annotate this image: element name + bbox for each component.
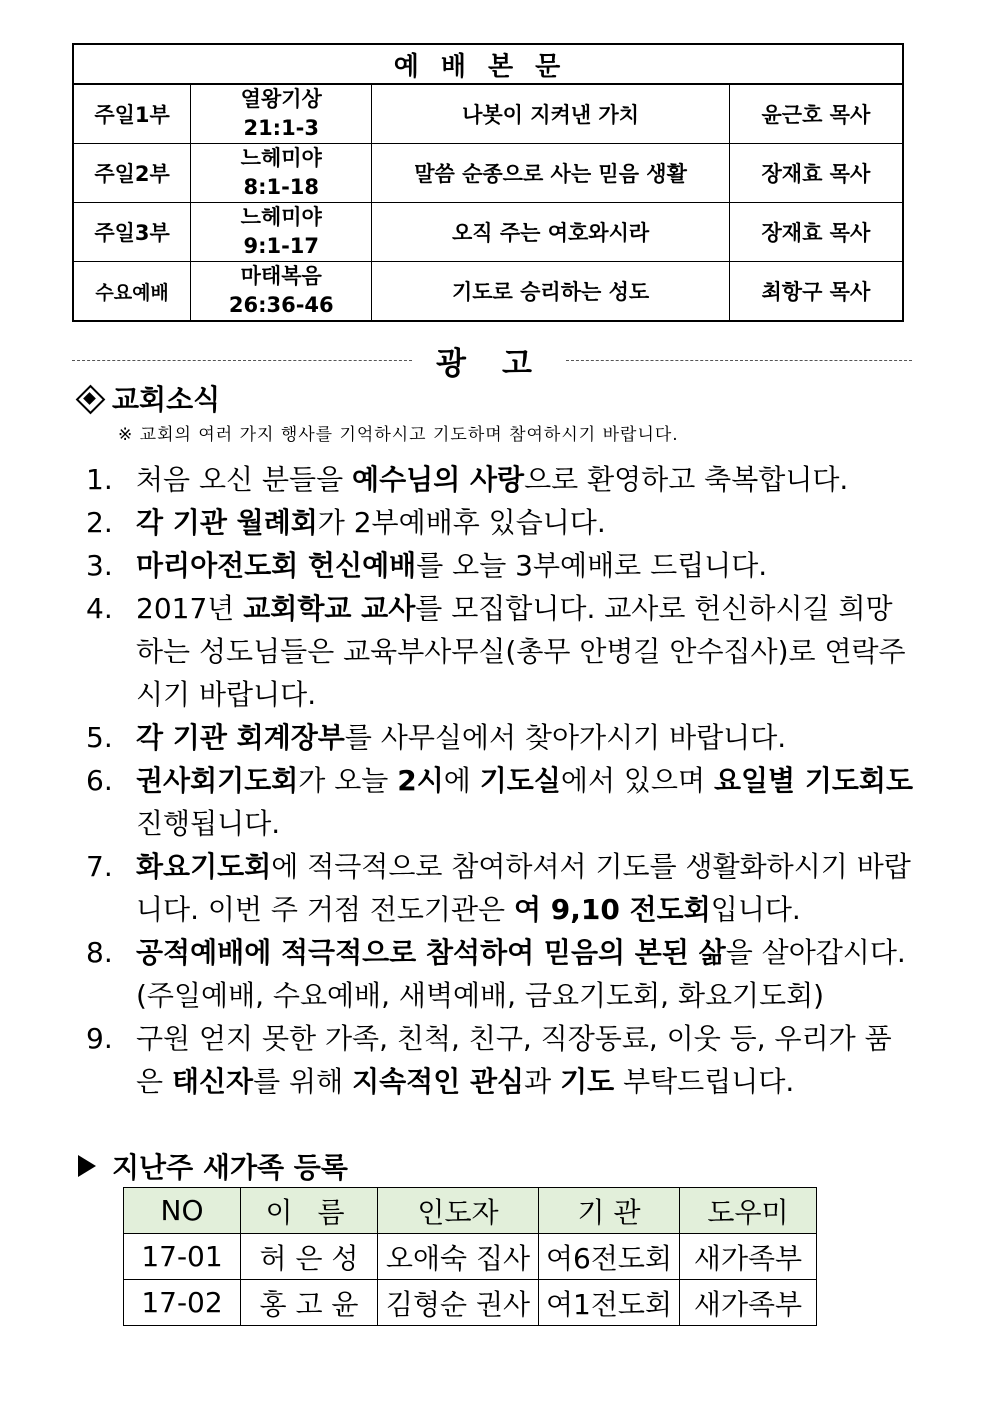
worship-row xyxy=(73,262,903,322)
news-item xyxy=(86,1017,916,1103)
news-item-number: 3. xyxy=(86,549,113,582)
news-item-number: 9. xyxy=(86,1022,113,1055)
passage-ref: 9:1-17 xyxy=(243,234,320,258)
table-cell: 새가족부 xyxy=(680,1234,817,1280)
sermon-title: 기도로 승리하는 성도 xyxy=(372,262,729,322)
news-item-number: 6. xyxy=(86,764,113,797)
news-item-number: 4. xyxy=(86,592,113,625)
emphasis-text: 태신자 xyxy=(171,1065,254,1098)
body-text: 에서 있으며 xyxy=(560,764,714,797)
emphasis-text: 각 기관 회계장부 xyxy=(136,721,345,754)
passage-ref: 21:1-3 xyxy=(243,116,320,140)
table-cell: 17-02 xyxy=(124,1280,241,1326)
worship-title: 예배본문 xyxy=(73,44,903,84)
passage xyxy=(191,203,372,262)
sermon-title: 나봇이 지켜낸 가치 xyxy=(372,84,729,144)
emphasis-text: 예수님의 사랑 xyxy=(352,463,525,496)
diamond-bullet-icon xyxy=(76,385,102,411)
news-item-number: 7. xyxy=(86,850,113,883)
ads-title: 광고 xyxy=(436,346,568,382)
news-item-number: 2. xyxy=(86,506,113,539)
emphasis-text: 권사회기도회 xyxy=(136,764,299,797)
news-item xyxy=(86,931,916,1017)
table-row xyxy=(124,1234,817,1280)
news-list xyxy=(86,458,916,1103)
body-text: 과 xyxy=(524,1065,561,1098)
table-cell: 여6전도회 xyxy=(539,1234,680,1280)
table-cell: 오애숙 집사 xyxy=(378,1234,539,1280)
new-family-heading-text: 지난주 새가족 등록 xyxy=(112,1151,348,1184)
table-cell: 17-01 xyxy=(124,1234,241,1280)
emphasis-text: 공적예배에 적극적으로 참석하여 믿음의 본된 삶 xyxy=(136,936,726,969)
body-text: 에 적극적으로 참여하셔서 기도를 생활화하시기 바랍니다. 이번 주 거점 전도기관은 xyxy=(136,850,911,926)
passage xyxy=(191,262,372,322)
passage-book: 느헤미야 xyxy=(240,205,322,229)
worship-row xyxy=(73,84,903,144)
news-item-text xyxy=(136,1017,916,1103)
column-header: NO xyxy=(124,1188,241,1234)
news-heading-text: 교회소식 xyxy=(112,383,221,416)
news-item xyxy=(86,501,916,544)
news-item-text xyxy=(136,716,916,759)
triangle-bullet-icon xyxy=(78,1155,96,1177)
news-item xyxy=(86,544,916,587)
news-item-text xyxy=(136,759,916,845)
news-item xyxy=(86,759,916,845)
service-name: 주일1부 xyxy=(73,84,191,144)
emphasis-text: 교회학교 교사 xyxy=(243,592,416,625)
table-cell: 여1전도회 xyxy=(539,1280,680,1326)
table-cell: 새가족부 xyxy=(680,1280,817,1326)
body-text: 입니다. xyxy=(710,893,801,926)
emphasis-text: 화요기도회 xyxy=(136,850,272,883)
passage-book: 마태복음 xyxy=(240,264,322,288)
news-item-text xyxy=(136,501,916,544)
preacher: 장재효 목사 xyxy=(729,144,903,203)
table-cell: 홍 고 윤 xyxy=(241,1280,378,1326)
divider-line xyxy=(72,360,412,361)
table-header-row xyxy=(124,1188,817,1234)
table-cell: 허 은 성 xyxy=(241,1234,378,1280)
passage xyxy=(191,144,372,203)
body-text: 부탁드립니다. xyxy=(614,1065,795,1098)
sermon-title: 말씀 순종으로 사는 믿음 생활 xyxy=(372,144,729,203)
body-text: 처음 오신 분들을 xyxy=(136,463,353,496)
emphasis-text: 여 9,10 전도회 xyxy=(513,893,711,926)
news-item-text xyxy=(136,931,916,1017)
worship-row xyxy=(73,203,903,262)
body-text: 가 오늘 xyxy=(298,764,398,797)
column-header: 도우미 xyxy=(680,1188,817,1234)
body-text: 를 모집합니다. 교사로 헌신하시길 희망하는 성도님들은 교육부사무실(총무 안병길 안수집사)로 연락주시기 바랍니다. xyxy=(136,592,906,711)
column-header: 이 름 xyxy=(241,1188,378,1234)
passage-book: 열왕기상 xyxy=(240,87,322,111)
passage-book: 느헤미야 xyxy=(240,146,322,170)
passage-ref: 26:36-46 xyxy=(228,293,334,317)
table-row xyxy=(124,1280,817,1326)
emphasis-text: 기도실 xyxy=(479,764,561,797)
service-name: 수요예배 xyxy=(73,262,191,322)
body-text: 를 사무실에서 찾아가시기 바랍니다. xyxy=(344,721,787,754)
worship-table xyxy=(72,43,904,322)
body-text: 가 2부예배후 있습니다. xyxy=(317,506,606,539)
table-cell: 김형순 권사 xyxy=(378,1280,539,1326)
news-item-text xyxy=(136,458,916,501)
new-family-heading xyxy=(78,1146,348,1186)
body-text: 에 xyxy=(443,764,480,797)
worship-row xyxy=(73,144,903,203)
emphasis-text: 각 기관 월례회 xyxy=(136,506,318,539)
emphasis-text: 요일별 기도회도 xyxy=(713,764,914,797)
preacher: 윤근호 목사 xyxy=(729,84,903,144)
body-text: 진행됩니다. xyxy=(136,807,281,840)
news-item xyxy=(86,458,916,501)
body-text: 를 오늘 3부예배로 드립니다. xyxy=(416,549,768,582)
body-text: 구원 얻지 못한 가족, 친척, 친구, 직장동료, 이웃 등, 우리가 품은 xyxy=(136,1022,892,1098)
news-item-text xyxy=(136,587,916,716)
emphasis-text: 기도 xyxy=(560,1065,615,1098)
news-item xyxy=(86,587,916,716)
divider-line xyxy=(566,360,912,361)
service-name: 주일3부 xyxy=(73,203,191,262)
news-item-text xyxy=(136,845,916,931)
news-item-number: 8. xyxy=(86,936,113,969)
preacher: 장재효 목사 xyxy=(729,203,903,262)
news-item-number: 1. xyxy=(86,463,113,496)
body-text: 으로 환영하고 축복합니다. xyxy=(524,463,849,496)
sermon-title: 오직 주는 여호와시라 xyxy=(372,203,729,262)
new-family-table xyxy=(123,1187,817,1326)
news-item-text xyxy=(136,544,916,587)
preacher: 최항구 목사 xyxy=(729,262,903,322)
column-header: 인도자 xyxy=(378,1188,539,1234)
emphasis-text: 2시 xyxy=(397,764,444,797)
passage xyxy=(191,84,372,144)
body-text: 2017년 xyxy=(136,592,244,625)
news-item xyxy=(86,716,916,759)
passage-ref: 8:1-18 xyxy=(243,175,320,199)
news-heading xyxy=(76,378,220,418)
news-item-number: 5. xyxy=(86,721,113,754)
ads-divider xyxy=(72,338,912,382)
body-text: 을 살아갑시다. (주일예배, 수요예배, 새벽예배, 금요기도회, 화요기도회) xyxy=(136,936,906,1012)
service-name: 주일2부 xyxy=(73,144,191,203)
news-item xyxy=(86,845,916,931)
news-note: ※ 교회의 여러 가지 행사를 기억하시고 기도하며 참여하시기 바랍니다. xyxy=(118,425,679,445)
emphasis-text: 마리아전도회 헌신예배 xyxy=(136,549,417,582)
column-header: 기 관 xyxy=(539,1188,680,1234)
body-text: 를 위해 xyxy=(253,1065,353,1098)
emphasis-text: 지속적인 관심 xyxy=(352,1065,525,1098)
